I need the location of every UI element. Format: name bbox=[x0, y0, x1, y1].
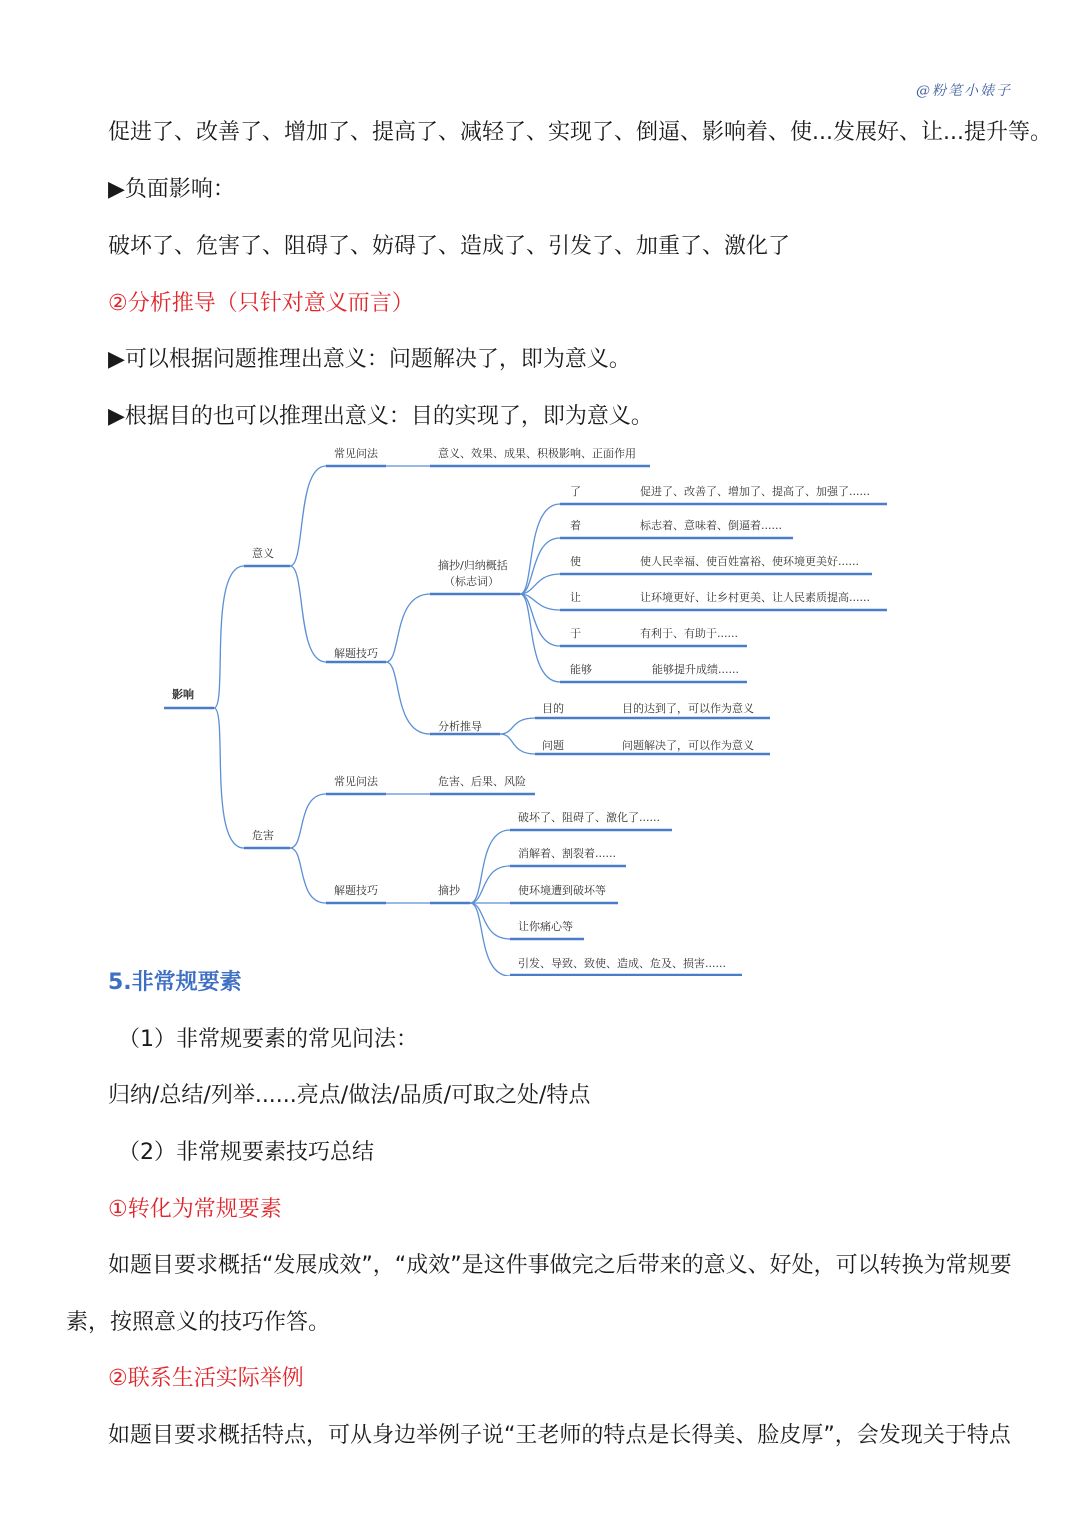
section-5-heading: 5.非常规要素 bbox=[108, 970, 242, 995]
fenxi-node: 分析推导 bbox=[438, 720, 482, 733]
le-node: 了 bbox=[570, 485, 581, 498]
nenggou-value: 能够提升成绩...... bbox=[652, 663, 739, 676]
branch-root-yiyi bbox=[214, 566, 244, 708]
impact-mind-map bbox=[150, 436, 910, 976]
bullet-problem-inference: ▶可以根据问题推理出意义：问题解决了，即为意义。 bbox=[108, 347, 631, 372]
mudi-node: 目的 bbox=[542, 702, 564, 715]
yiyi-jieti-node: 解题技巧 bbox=[334, 647, 378, 660]
yu-value: 有利于、有助于...... bbox=[640, 627, 738, 640]
root-node: 影响 bbox=[172, 688, 194, 701]
section-analysis-heading: ②分析推导（只针对意义而言） bbox=[108, 291, 414, 316]
yiyi-node: 意义 bbox=[252, 547, 274, 560]
bullet-goal-inference: ▶根据目的也可以推理出意义：目的实现了，即为意义。 bbox=[108, 404, 653, 429]
nenggou-node: 能够 bbox=[570, 663, 592, 676]
weihai-changjian-val: 危害、后果、风险 bbox=[438, 775, 526, 788]
rang-value: 让环境更好、让乡村更美、让人民素质提高...... bbox=[640, 591, 870, 604]
paragraph-example: 如题目要求概括特点，可从身边举例子说“王老师的特点是长得美、脸皮厚”，会发现关于特点 bbox=[108, 1423, 1011, 1448]
subheading-common-questions: （1）非常规要素的常见问法： bbox=[118, 1027, 418, 1052]
paragraph-convert-line1: 如题目要求概括“发展成效”，“成效”是这件事做完之后带来的意义、好处，可以转换为常规要 bbox=[108, 1253, 1012, 1278]
weihai-node: 危害 bbox=[252, 829, 274, 842]
zhe-value: 标志着、意味着、倒逼着...... bbox=[640, 519, 782, 532]
weihai-item-2: 消解着、割裂着...... bbox=[518, 847, 616, 860]
weihai-item-1: 破坏了、阻碍了、激化了...... bbox=[518, 811, 660, 824]
weihai-item-3: 使环境遭到破坏等 bbox=[518, 884, 606, 897]
paragraph-positive-words: 促进了、改善了、增加了、提高了、减轻了、实现了、倒逼、影响着、使...发展好、让...提升等。 bbox=[108, 120, 1052, 145]
yiyi-changjian-node: 常见问法 bbox=[334, 447, 378, 460]
branch-jieti-zhaichao bbox=[386, 594, 430, 662]
watermark: @粉笔小婊子 bbox=[916, 83, 1012, 99]
shi-node: 使 bbox=[570, 555, 581, 568]
rang-node: 让 bbox=[570, 591, 581, 604]
branch-yiyi-changjian bbox=[290, 466, 326, 566]
branch-root-weihai bbox=[214, 708, 244, 848]
le-value: 促进了、改善了、增加了、提高了、加强了...... bbox=[640, 485, 870, 498]
branch-yiyi-jieti bbox=[290, 566, 326, 662]
paragraph-convert-line2: 素，按照意义的技巧作答。 bbox=[66, 1310, 331, 1335]
section-example-heading: ②联系生活实际举例 bbox=[108, 1366, 304, 1391]
shi-value: 使人民幸福、使百姓富裕、使环境更美好...... bbox=[640, 555, 859, 568]
weihai-zhaichao-node: 摘抄 bbox=[438, 884, 460, 897]
weihai-changjian-node: 常见问法 bbox=[334, 775, 378, 788]
weihai-item-5: 引发、导致、致使、造成、危及、损害...... bbox=[518, 957, 726, 970]
wenti-node: 问题 bbox=[542, 739, 564, 752]
wenti-value: 问题解决了，可以作为意义 bbox=[622, 739, 754, 752]
subheading-technique-summary: （2）非常规要素技巧总结 bbox=[118, 1140, 374, 1165]
weihai-jieti-node: 解题技巧 bbox=[334, 884, 378, 897]
paragraph-question-types: 归纳/总结/列举......亮点/做法/品质/可取之处/特点 bbox=[108, 1083, 591, 1108]
yiyi-changjian-val: 意义、效果、成果、积极影响、正面作用 bbox=[438, 447, 636, 460]
branch-jieti-fenxi bbox=[386, 662, 430, 734]
negative-impact-heading: ▶负面影响： bbox=[108, 177, 235, 202]
section-convert-heading: ①转化为常规要素 bbox=[108, 1197, 282, 1222]
zhaichao-label-b: （标志词） bbox=[444, 575, 499, 588]
zhe-node: 着 bbox=[570, 519, 581, 532]
weihai-item-4: 让你痛心等 bbox=[518, 920, 573, 933]
paragraph-negative-words: 破坏了、危害了、阻碍了、妨碍了、造成了、引发了、加重了、激化了 bbox=[108, 234, 791, 259]
yu-node: 于 bbox=[570, 627, 581, 640]
mudi-value: 目的达到了，可以作为意义 bbox=[622, 702, 754, 715]
zhaichao-label-a: 摘抄/归纳概括 bbox=[438, 559, 508, 572]
